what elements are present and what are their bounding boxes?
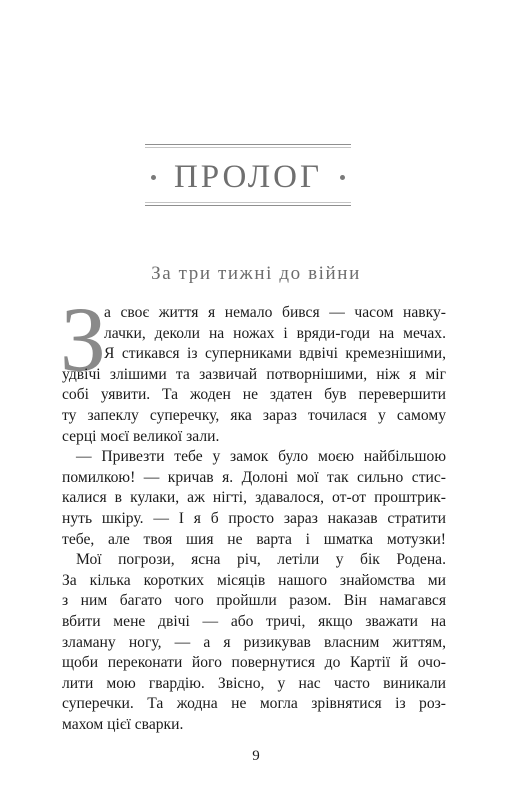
section-subtitle: За три тижні до війни [151,263,361,284]
text-line: суперечки. Та жодна не могла зрівнятися із роз- [62,695,446,713]
text-line: Мої погрози, ясна річ, летіли у бік Родена. [76,551,446,569]
text-line: зламану ногу, — а я ризикував власним життям, [62,633,446,651]
text-line: помилкою! — кричав я. Долоні мої так сильно стис- [62,468,446,486]
chapter-title: ПРОЛОГ [173,159,323,195]
text-line: собі уявити. Та жоден не здатен був перевершити [62,386,446,404]
text-line: Я стикався із суперниками вдвічі кремезнішими, [104,345,446,363]
text-line: щоби переконати його повернутися до Картії й очо- [62,654,446,672]
ornament-dot-left-icon [151,175,156,180]
text-line: ту запеклу суперечку, яка зараз точилася у самому [62,407,446,424]
header-rule-bottom [145,205,351,206]
header-rule-top [145,144,351,145]
text-line: лачки, деколи на ножах і вряди-годи на мечах. [104,324,446,342]
text-line: махом цієї сварки. [62,716,184,733]
header-rule-bottom-inner [145,202,351,203]
text-line: За кілька коротких місяців нашого знайомства ми [62,571,446,589]
header-rule-top-inner [145,147,351,148]
text-line: лити мою гвардію. Звісно, у нас часто виникали [62,674,446,692]
text-line: удвічі злішими та зазвичай потворнішими, ніж я міг [62,365,446,383]
ornament-dot-right-icon [340,175,345,180]
text-line: а своє життя я немало бився — часом навку- [104,304,446,321]
text-line: — Привезти тебе у замок було моєю найбільшою [76,448,446,466]
text-line: калися в кулаки, аж нігті, здавалося, от-от проштрик- [62,489,446,507]
drop-cap: З [60,288,107,390]
page-number: 9 [252,747,260,764]
text-line: вбити мене двічі — або тричі, якщо зважати на [62,613,446,630]
text-line: з ним багато чого пройшли разом. Він намагався [62,592,446,610]
chapter-title-row [145,157,351,197]
text-line: нуть шкіру. — І я б просто зараз наказав стратити [62,510,446,527]
text-line: серці моєї великої зали. [62,427,220,445]
text-line: тебе, але твоя шия не варта і шматка мотузки! [62,530,446,548]
